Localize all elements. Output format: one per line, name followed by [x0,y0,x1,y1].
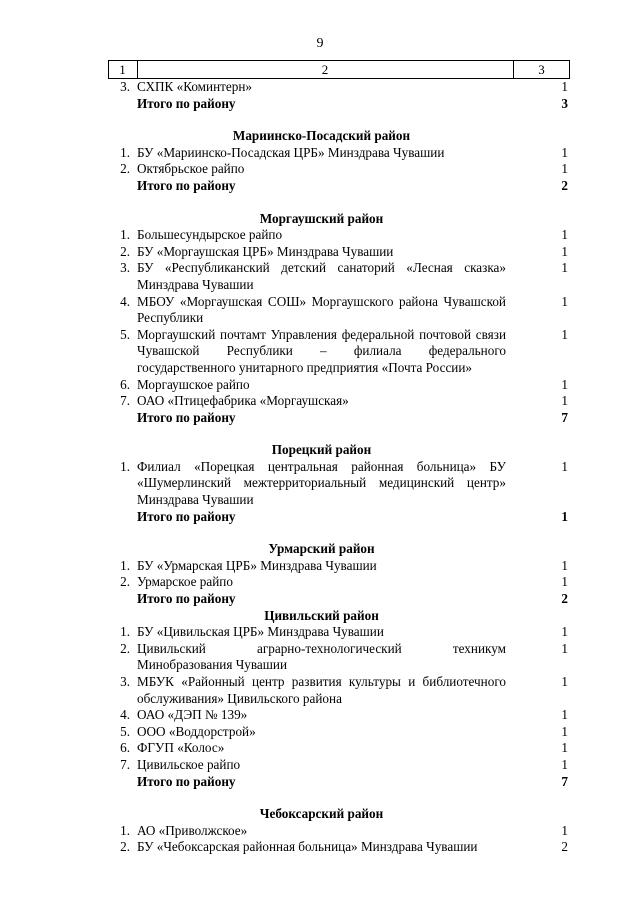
table-row [108,740,570,757]
header-col-2: 2 [321,62,329,77]
table-header [108,60,570,79]
row-number: 1. [120,624,130,640]
row-count: 1 [561,161,568,177]
row-count: 1 [561,707,568,723]
row-count: 1 [561,640,568,656]
row-count: 1 [561,326,568,342]
row-number: 3. [120,674,130,689]
row-count: 1 [561,740,568,756]
row-name: БУ «Моргаушская ЦРБ» Минздрава Чувашии [137,243,394,259]
row-number: 1. [120,458,130,474]
organizations-table [108,60,570,856]
row-number: 2. [120,839,130,855]
row-count: 1 [561,144,568,160]
row-number: 1. [120,557,130,573]
total-row [108,591,570,608]
total-value: 3 [561,95,568,111]
table-row [108,145,570,162]
row-number: 3. [120,79,130,94]
row-number: 1. [120,227,130,243]
table-row [108,558,570,575]
row-number: 2. [120,574,130,590]
row-number: 3. [120,260,130,276]
district-title-urmar: Урмарский район [268,541,375,557]
row-count: 1 [561,723,568,739]
row-count: 1 [561,624,568,640]
row-number: 4. [120,293,130,309]
total-value: 7 [561,409,568,425]
row-name: ФГУП «Колос» [137,740,225,756]
table-row [108,244,570,261]
row-number: 2. [120,243,130,259]
table-row [108,79,570,96]
district-title-mariinsko: Мариинско-Посадский район [232,128,411,144]
row-count: 1 [561,293,568,309]
total-value: 1 [561,508,568,524]
row-number: 2. [120,161,130,177]
row-name: Цивильское райпо [137,756,241,772]
table-row [108,823,570,840]
row-name: МБОУ «Моргаушская СОШ» Моргаушского района Чувашской Республики [137,293,506,326]
total-label: Итого по району [137,177,236,193]
row-name: Моргаушский почтамт Управления федеральной почтовой связи Чувашской Республики – филиала федерального государственного унитарного предприятия «Почта России» [137,326,506,375]
table-row [108,161,570,178]
total-row [108,96,570,113]
district-title-cheboksary: Чебоксарский район [259,806,384,822]
total-value: 7 [561,773,568,789]
table-row [108,574,570,591]
total-label: Итого по району [137,773,236,789]
total-row [108,410,570,427]
row-count: 1 [561,674,568,689]
row-name: Октябрьское райпо [137,161,245,177]
table-row [108,707,570,724]
row-count: 1 [561,243,568,259]
table-row [108,757,570,774]
table-row [108,724,570,741]
total-value: 2 [561,177,568,193]
row-name: Большесундырское райпо [137,227,283,243]
total-label: Итого по району [137,591,236,607]
total-label: Итого по району [137,508,236,524]
row-count: 1 [561,756,568,772]
table-row [108,641,570,674]
row-name: ООО «Воддорстрой» [137,723,256,739]
row-count: 2 [561,839,568,855]
row-number: 5. [120,723,130,739]
table-row [108,327,570,377]
row-count: 1 [561,574,568,590]
row-name: ОАО «ДЭП № 139» [137,707,248,723]
table-row [108,624,570,641]
row-name: АО «Приволжское» [137,822,248,838]
row-number: 7. [120,756,130,772]
total-row [108,178,570,195]
district-title-morgaush: Моргаушский район [259,210,384,226]
row-count: 1 [561,458,568,474]
row-number: 1. [120,144,130,160]
table-row [108,459,570,509]
total-label: Итого по району [137,409,236,425]
row-count: 1 [561,557,568,573]
row-number: 7. [120,393,130,409]
row-count: 1 [561,79,568,94]
header-col-3: 3 [538,62,545,77]
row-name: Филиал «Порецкая центральная районная больница» БУ «Шумерлинский межтерриториальный медицинский центр» Минздрава Чувашии [137,458,506,508]
row-name: МБУК «Районный центр развития культуры и библиотечного обслуживания» Цивильского района [137,674,506,706]
row-name: Урмарское райпо [137,574,233,590]
district-title-poretsk: Порецкий район [271,442,372,458]
row-name: Моргаушское райпо [137,376,250,392]
row-number: 2. [120,640,130,656]
row-name: Цивильский аграрно-технологический техникум Минобразования Чувашии [137,640,506,673]
table-row [108,227,570,244]
district-title-tsivilsk: Цивильский район [264,607,379,623]
table-row [108,377,570,394]
row-name: БУ «Мариинско-Посадская ЦРБ» Минздрава Чувашии [137,144,445,160]
table-row [108,393,570,410]
row-number: 1. [120,822,130,838]
page-number: 9 [316,36,324,51]
row-count: 1 [561,227,568,243]
row-name: БУ «Цивильская ЦРБ» Минздрава Чувашии [137,624,384,640]
row-name: БУ «Чебоксарская районная больница» Минздрава Чувашии [137,839,478,855]
total-row [108,774,570,791]
row-name: БУ «Урмарская ЦРБ» Минздрава Чувашии [137,557,377,573]
table-row [108,294,570,327]
table-row [108,260,570,293]
row-name: БУ «Республиканский детский санаторий «Лесная сказка» Минздрава Чувашии [137,260,506,292]
row-number: 6. [120,740,130,756]
total-row [108,509,570,526]
table-row [108,839,570,856]
total-label: Итого по району [137,95,236,111]
row-count: 1 [561,822,568,838]
row-number: 6. [120,376,130,392]
header-col-1: 1 [119,62,126,77]
row-count: 1 [561,260,568,276]
row-name: ОАО «Птицефабрика «Моргаушская» [137,393,349,409]
total-value: 2 [561,591,568,607]
row-count: 1 [561,393,568,409]
row-name: СХПК «Коминтерн» [137,79,252,94]
row-count: 1 [561,376,568,392]
row-number: 5. [120,326,130,342]
table-row [108,674,570,707]
row-number: 4. [120,707,130,723]
